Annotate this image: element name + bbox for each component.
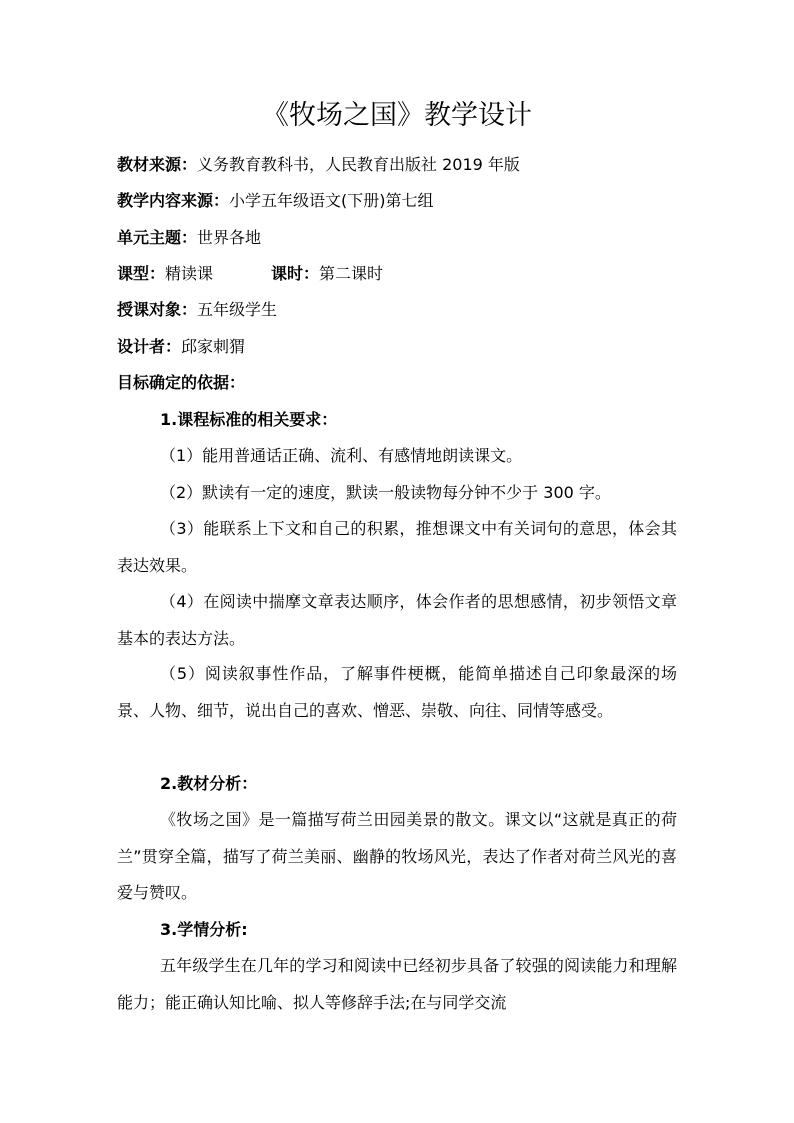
requirement-1: （1）能用普通话正确、流利、有感情地朗读课文。 (160, 446, 523, 465)
meta-designer (117, 335, 245, 359)
meta-period-value: 第二课时 (319, 264, 384, 283)
meta-source-label: 教材来源： (117, 155, 198, 174)
meta-theme-value: 世界各地 (197, 228, 262, 247)
meta-designer-label: 设计者： (117, 337, 182, 356)
meta-content-value: 小学五年级语文(下册)第七组 (229, 191, 434, 210)
learner-analysis: 五年级学生在几年的学习和阅读中已经初步具备了较强的阅读能力和理解能力；能正确认知比喻、拟人等修辞手法;在与同学交流 (117, 956, 677, 1012)
requirement-5: （5）阅读叙事性作品，了解事件梗概，能简单描述自己印象最深的场景、人物、细节，说出自己的喜欢、憎恶、崇敬、向往、同情等感受。 (117, 664, 677, 720)
section-1-heading: 1.课程标准的相关要求： (160, 410, 338, 429)
meta-type-period (117, 262, 383, 286)
section-2-heading: 2.教材分析： (160, 774, 258, 793)
meta-content (117, 189, 434, 213)
basis-heading: 目标确定的依据： (117, 373, 246, 392)
section-3-heading: 3.学情分析: (160, 920, 248, 939)
meta-source-value: 义务教育教科书，人民教育出版社 2019 年版 (197, 155, 520, 174)
meta-theme (117, 226, 261, 250)
requirement-2: （2）默读有一定的速度，默读一般读物每分钟不少于 300 字。 (160, 483, 611, 502)
meta-audience (117, 298, 277, 322)
meta-type-label: 课型： (117, 264, 166, 283)
meta-theme-label: 单元主题： (117, 228, 198, 247)
meta-designer-value: 邱家刺猬 (181, 337, 246, 356)
meta-audience-label: 授课对象： (117, 300, 198, 319)
requirement-4: （4）在阅读中揣摩文章表达顺序，体会作者的思想感情，初步领悟文章基本的表达方法。 (117, 592, 677, 648)
meta-type-value: 精读课 (165, 264, 214, 283)
document-title: 《牧场之国》教学设计 (262, 100, 532, 131)
textbook-analysis: 《牧场之国》是一篇描写荷兰田园美景的散文。课文以“这就是真正的荷兰”贯穿全篇，描写了荷兰美丽、幽静的牧场风光，表达了作者对荷兰风光的喜爱与赞叹。 (117, 810, 677, 902)
meta-period-label: 课时： (271, 264, 320, 283)
meta-audience-value: 五年级学生 (197, 300, 278, 319)
meta-content-label: 教学内容来源： (117, 191, 230, 210)
meta-source (117, 153, 520, 177)
requirement-3: （3）能联系上下文和自己的积累，推想课文中有关词句的意思，体会其表达效果。 (117, 519, 677, 575)
